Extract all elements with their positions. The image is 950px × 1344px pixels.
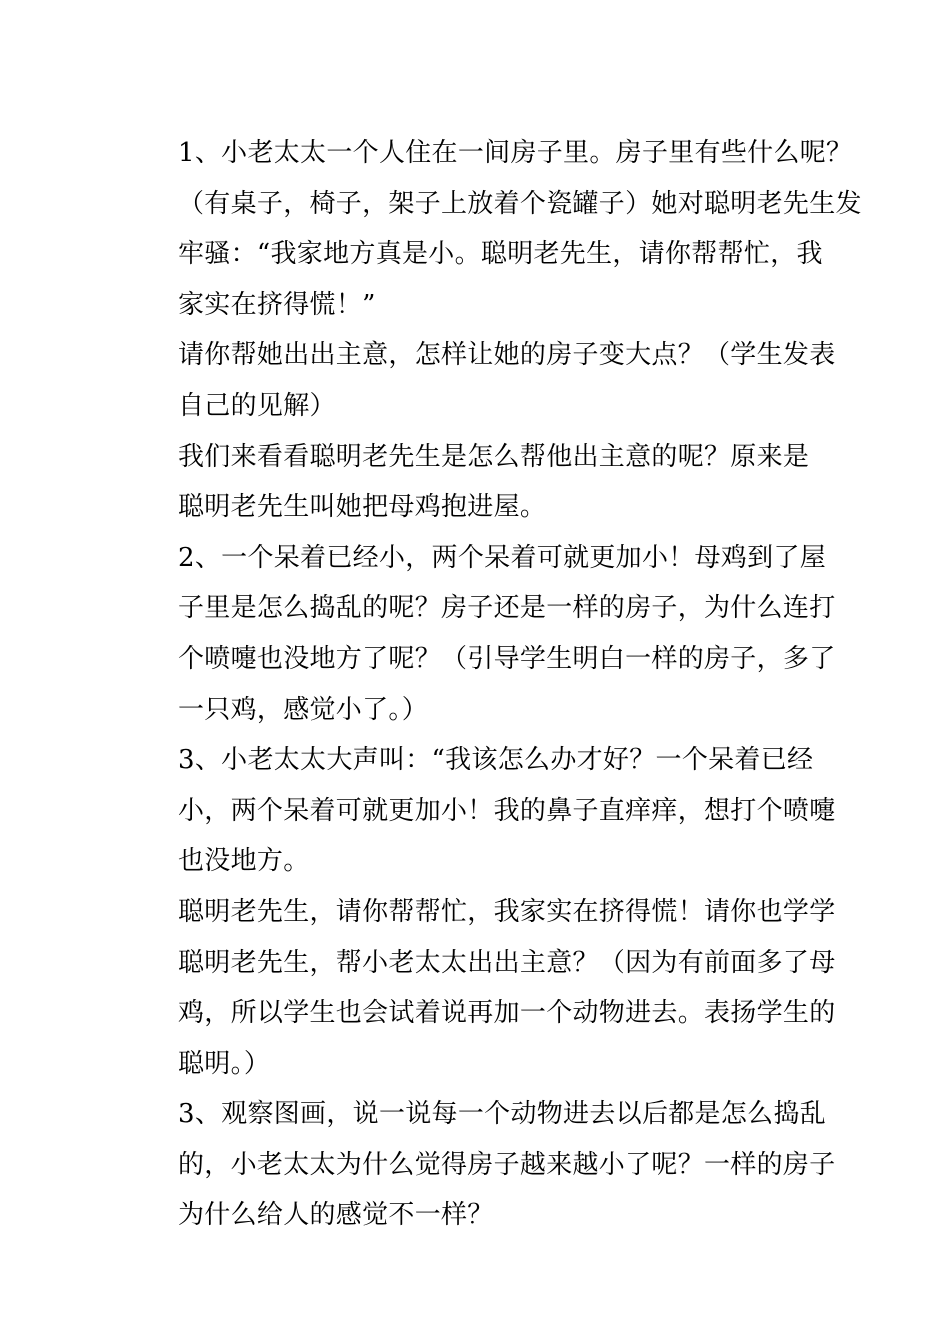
document-body bbox=[178, 128, 862, 1241]
text-line: 3、观察图画，说一说每一个动物进去以后都是怎么捣乱 bbox=[178, 1099, 827, 1130]
text-line: 自己的见解） bbox=[178, 390, 336, 421]
text-line: 鸡，所以学生也会试着说再加一个动物进去。表扬学生的 bbox=[178, 998, 836, 1029]
text-line: 的，小老太太为什么觉得房子越来越小了呢？一样的房子 bbox=[178, 1149, 836, 1180]
text-line: 3、小老太太大声叫：“我该怎么办才好？一个呆着已经 bbox=[178, 745, 814, 776]
text-line: 请你帮她出出主意，怎样让她的房子变大点？（学生发表 bbox=[178, 340, 836, 371]
text-line: 家实在挤得慌！” bbox=[178, 289, 376, 320]
text-line: （有桌子，椅子，架子上放着个瓷罐子）她对聪明老先生发 bbox=[178, 188, 862, 219]
text-line: 小，两个呆着可就更加小！我的鼻子直痒痒，想打个喷嚏 bbox=[178, 795, 836, 826]
text-line: 2、一个呆着已经小，两个呆着可就更加小！母鸡到了屋 bbox=[178, 542, 827, 573]
text-line: 牢骚：“我家地方真是小。聪明老先生，请你帮帮忙，我 bbox=[178, 239, 823, 270]
text-line: 子里是怎么捣乱的呢？房子还是一样的房子，为什么连打 bbox=[178, 593, 836, 624]
text-line: 为什么给人的感觉不一样？ bbox=[178, 1200, 494, 1231]
text-line: 聪明。） bbox=[178, 1048, 271, 1079]
text-line: 我们来看看聪明老先生是怎么帮他出主意的呢？原来是 bbox=[178, 441, 810, 472]
text-line: 也没地方。 bbox=[178, 846, 310, 877]
text-line: 聪明老先生，请你帮帮忙，我家实在挤得慌！请你也学学 bbox=[178, 896, 836, 927]
text-line: 个喷嚏也没地方了呢？（引导学生明白一样的房子，多了 bbox=[178, 643, 836, 674]
text-line: 1、小老太太一个人住在一间房子里。房子里有些什么呢？ bbox=[178, 138, 853, 168]
text-line: 聪明老先生叫她把母鸡抱进屋。 bbox=[178, 492, 547, 523]
text-line: 聪明老先生，帮小老太太出出主意？（因为有前面多了母 bbox=[178, 947, 836, 978]
text-line: 一只鸡，感觉小了。） bbox=[178, 694, 429, 725]
